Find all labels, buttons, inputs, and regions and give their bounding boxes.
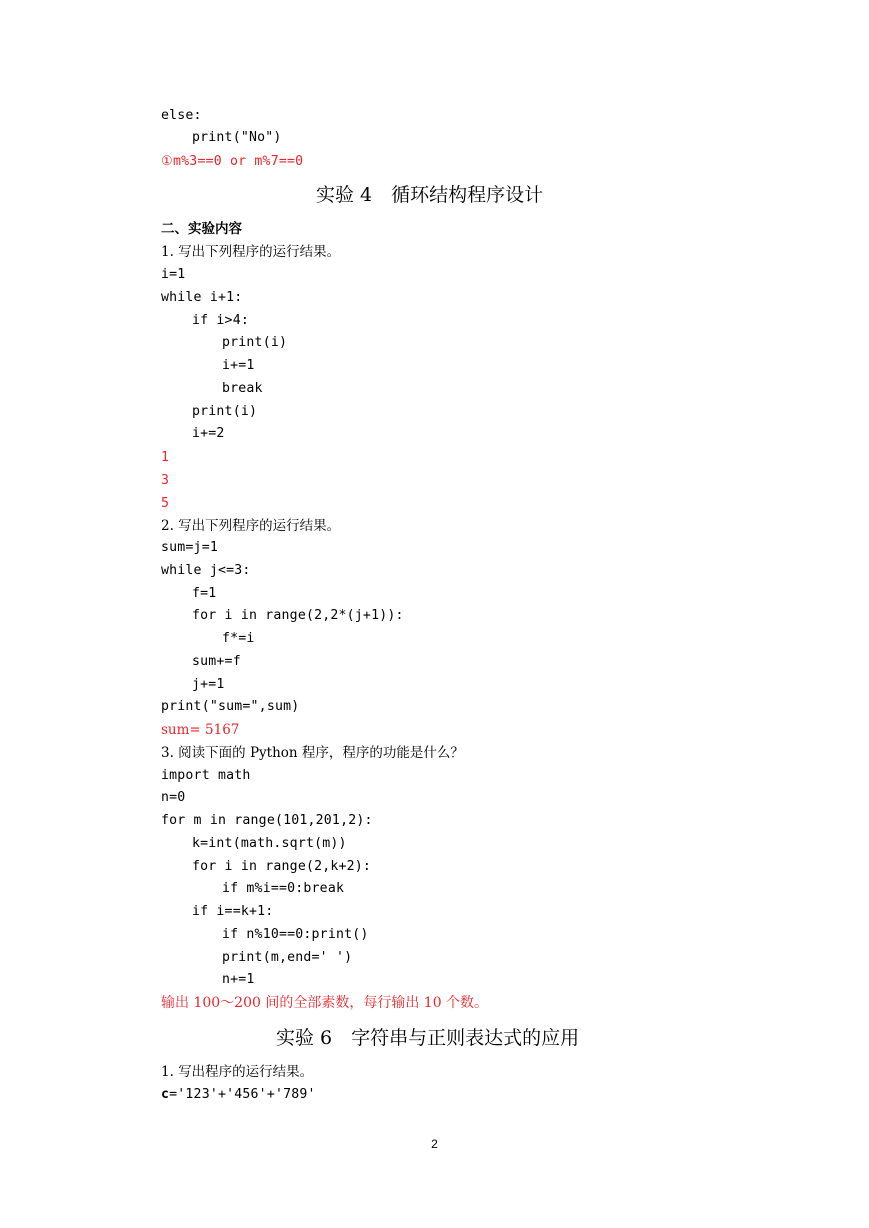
answer-line: 1 <box>161 450 170 465</box>
question-3-prompt: 3. 阅读下面的 Python 程序，程序的功能是什么？ <box>161 745 464 761</box>
code-line: if i==k+1: <box>192 904 274 919</box>
code-line: print(i) <box>192 404 258 419</box>
code-line: while j<=3: <box>161 563 251 578</box>
code-line <box>161 1085 316 1105</box>
code-line-else: else: <box>161 108 202 123</box>
code-line: print(m,end=' ') <box>222 950 353 965</box>
answer-line: 5 <box>161 496 170 511</box>
code-line: sum+=f <box>192 654 241 669</box>
section-heading: 二、实验内容 <box>161 221 242 237</box>
code-line: n+=1 <box>222 972 255 987</box>
question-1-prompt: 1. 写出下列程序的运行结果。 <box>161 244 341 260</box>
code-line: print(i) <box>222 335 288 350</box>
code-line: print("sum=",sum) <box>161 699 300 714</box>
code-line: break <box>222 381 263 396</box>
code-line: i=1 <box>161 267 186 282</box>
code-line-print-no: print("No") <box>192 130 282 145</box>
code-line: sum=j=1 <box>161 540 218 555</box>
code-line: while i+1: <box>161 290 243 305</box>
code-variable: c <box>161 1087 170 1102</box>
code-line: if i>4: <box>192 313 249 328</box>
question-1-prompt: 1. 写出程序的运行结果。 <box>161 1064 314 1080</box>
answer-line: sum= 5167 <box>161 722 240 738</box>
code-line: for i in range(2,2*(j+1)): <box>192 608 404 623</box>
code-line: if n%10==0:print() <box>222 927 369 942</box>
code-line: for i in range(2,k+2): <box>192 859 372 874</box>
code-line: i+=2 <box>192 426 225 441</box>
code-line: n=0 <box>161 790 186 805</box>
code-line: f=1 <box>192 586 217 601</box>
experiment-4-title: 实验 4 循环结构程序设计 <box>316 184 544 206</box>
answer-line: 3 <box>161 473 170 488</box>
code-line: if m%i==0:break <box>222 881 345 896</box>
code-line: for m in range(101,201,2): <box>161 813 373 828</box>
page-number: 2 <box>431 1137 438 1151</box>
code-expression: ='123'+'456'+'789' <box>169 1087 316 1102</box>
code-line: k=int(math.sqrt(m)) <box>192 836 347 851</box>
code-line: f*=i <box>222 631 255 646</box>
code-line: i+=1 <box>222 358 255 373</box>
code-line: j+=1 <box>192 677 225 692</box>
experiment-6-title: 实验 6 字符串与正则表达式的应用 <box>276 1027 580 1049</box>
code-line: import math <box>161 768 251 783</box>
answer-condition: ①m%3==0 or m%7==0 <box>161 154 304 169</box>
question-2-prompt: 2. 写出下列程序的运行结果。 <box>161 518 341 534</box>
answer-line: 输出 100～200 间的全部素数，每行输出 10 个数。 <box>161 995 489 1011</box>
